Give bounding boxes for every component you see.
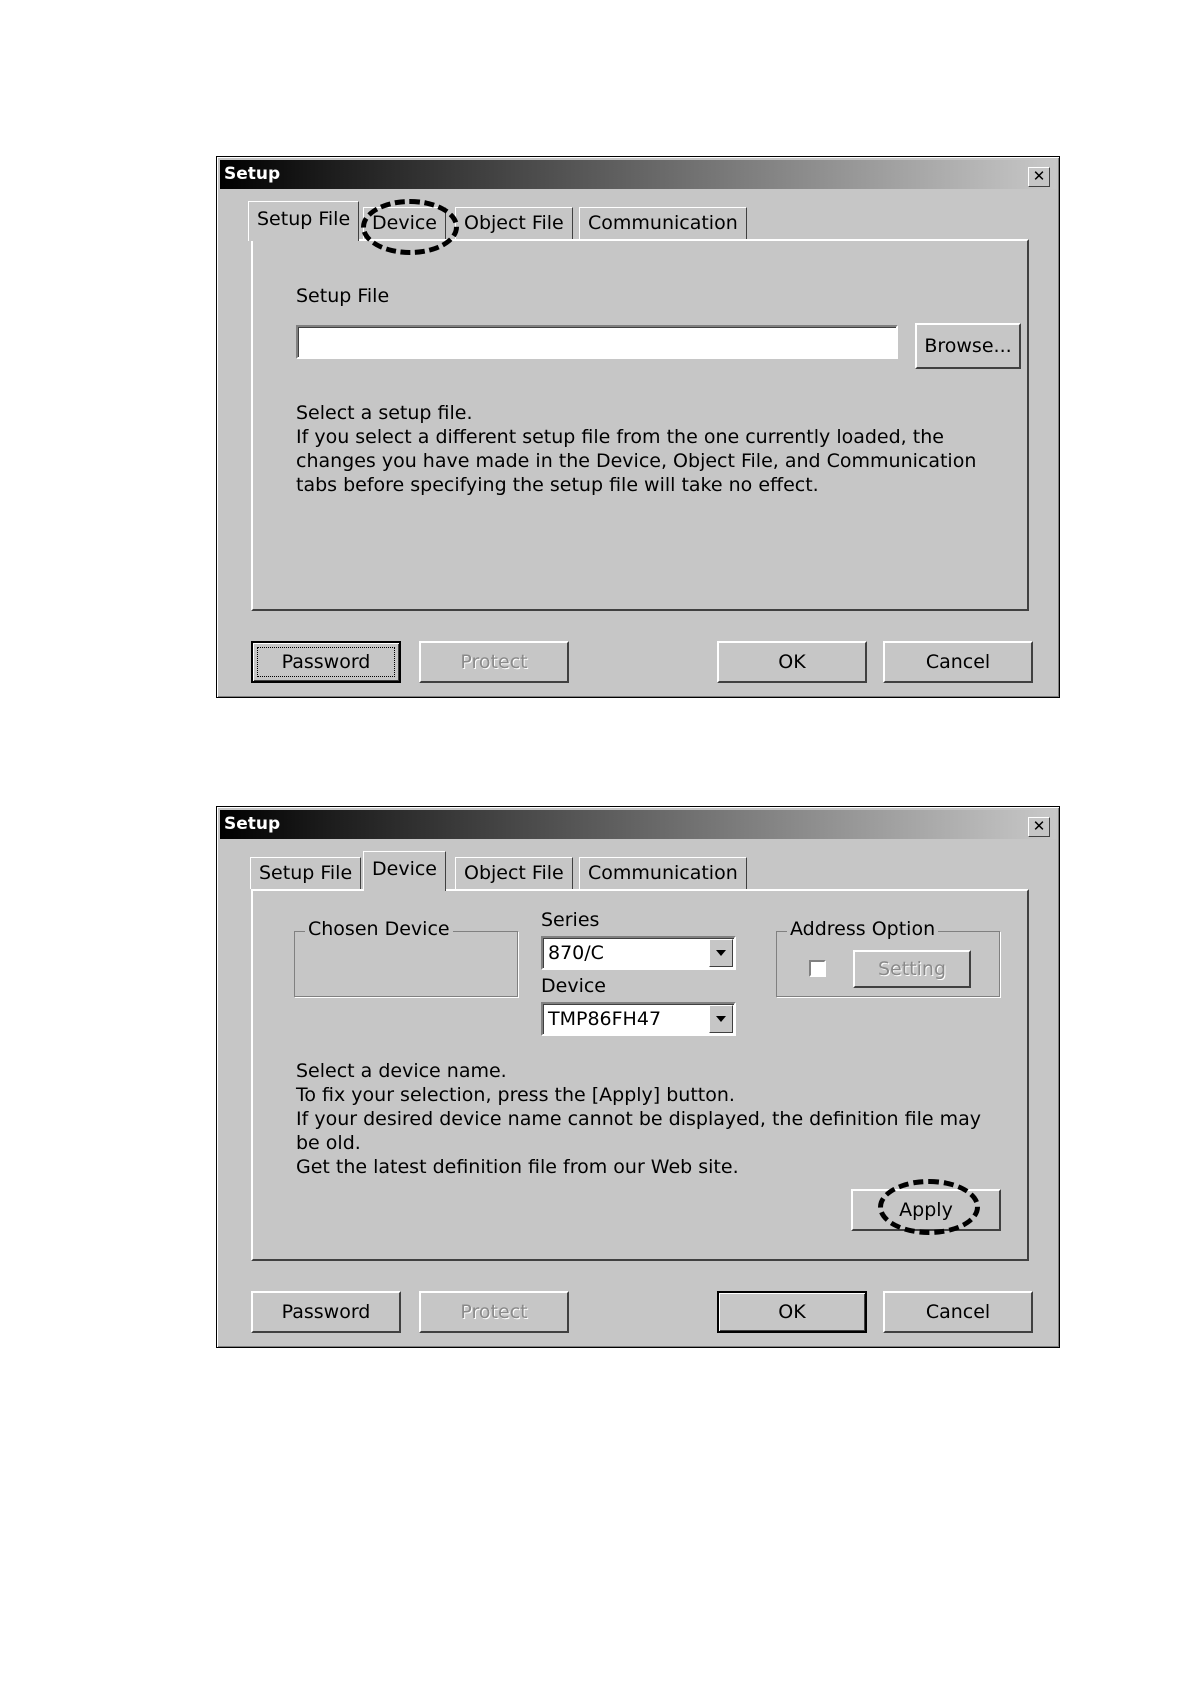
protect-button[interactable]: Protect xyxy=(419,1291,569,1333)
chosen-device-group xyxy=(294,918,518,997)
ok-button[interactable]: OK xyxy=(717,641,867,683)
tab-setup-file[interactable]: Setup File xyxy=(248,201,359,241)
address-option-label: Address Option xyxy=(787,918,938,940)
setup-dialog-setup-file-tab xyxy=(216,156,1060,698)
message-line: changes you have made in the Device, Object File, and Communication xyxy=(296,450,977,472)
password-button[interactable]: Password xyxy=(251,1291,401,1333)
chevron-down-icon[interactable] xyxy=(709,1005,733,1033)
password-button[interactable] xyxy=(251,641,401,683)
chosen-device-label: Chosen Device xyxy=(305,918,453,940)
tab-communication[interactable]: Communication xyxy=(579,207,747,239)
device-select[interactable] xyxy=(541,1002,736,1036)
help-message xyxy=(296,401,976,497)
tab-setup-file[interactable]: Setup File xyxy=(250,857,361,889)
tab-object-file[interactable]: Object File xyxy=(455,857,573,889)
tab-object-file[interactable]: Object File xyxy=(455,207,573,239)
close-icon[interactable]: ✕ xyxy=(1028,817,1050,837)
device-value: TMP86FH47 xyxy=(548,1008,662,1030)
setting-button[interactable]: Setting xyxy=(853,950,971,988)
password-button-label: Password xyxy=(281,651,371,673)
title-bar[interactable] xyxy=(220,160,1056,189)
message-line: If you select a different setup file from the one currently loaded, the xyxy=(296,426,944,448)
close-icon[interactable]: ✕ xyxy=(1028,167,1050,187)
protect-button[interactable]: Protect xyxy=(419,641,569,683)
setup-dialog-device-tab xyxy=(216,806,1060,1348)
address-option-checkbox[interactable] xyxy=(809,960,826,977)
series-label: Series xyxy=(541,909,600,931)
tab-panel xyxy=(251,889,1029,1261)
cancel-button[interactable]: Cancel xyxy=(883,641,1033,683)
dialog-title: Setup xyxy=(224,814,281,834)
message-line: Get the latest definition file from our Web site. xyxy=(296,1156,739,1178)
help-message xyxy=(296,1059,981,1179)
message-line: Select a device name. xyxy=(296,1060,507,1082)
setup-file-input[interactable] xyxy=(296,325,898,359)
device-label: Device xyxy=(541,975,606,997)
cancel-button[interactable]: Cancel xyxy=(883,1291,1033,1333)
tab-device[interactable]: Device xyxy=(363,207,446,239)
message-line: tabs before specifying the setup file will take no effect. xyxy=(296,474,819,496)
ok-button[interactable]: OK xyxy=(717,1291,867,1333)
address-option-group xyxy=(776,918,1000,997)
message-line: Select a setup file. xyxy=(296,402,473,424)
message-line: To fix your selection, press the [Apply] button. xyxy=(296,1084,735,1106)
message-line: If your desired device name cannot be displayed, the definition file may xyxy=(296,1108,982,1130)
message-line: be old. xyxy=(296,1132,361,1154)
setup-file-label: Setup File xyxy=(296,285,390,307)
tab-communication[interactable]: Communication xyxy=(579,857,747,889)
series-select[interactable] xyxy=(541,936,736,970)
series-value: 870/C xyxy=(548,942,604,964)
title-bar[interactable] xyxy=(220,810,1056,839)
tab-device[interactable]: Device xyxy=(363,851,446,891)
tab-panel xyxy=(251,239,1029,611)
apply-button[interactable]: Apply xyxy=(851,1189,1001,1231)
browse-button[interactable]: Browse... xyxy=(915,323,1021,369)
dialog-title: Setup xyxy=(224,164,281,184)
focus-ring xyxy=(257,647,395,677)
chevron-down-icon[interactable] xyxy=(709,939,733,967)
